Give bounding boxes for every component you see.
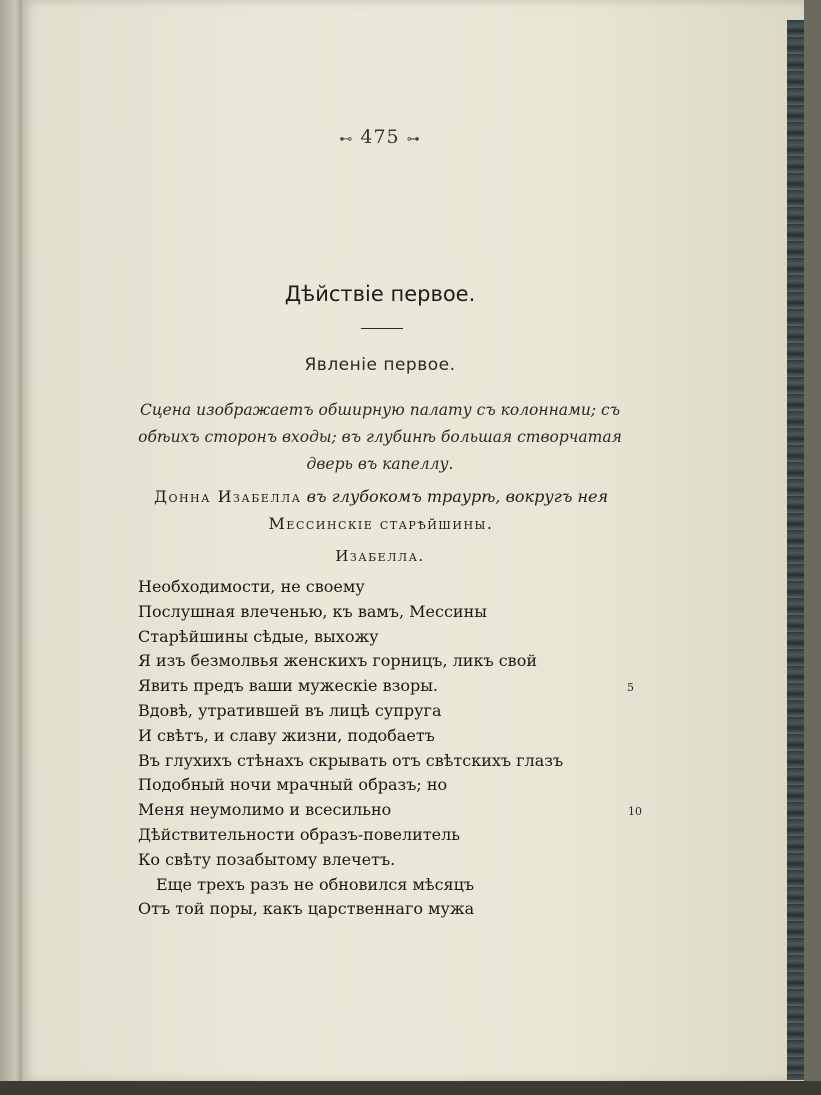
verse-line: Дѣйствительности образъ-повелитель xyxy=(138,824,461,844)
verse-block xyxy=(138,575,638,922)
act-title: Дѣйствіе первое. xyxy=(284,282,476,306)
verse-line: Въ глухихъ стѣнахъ скрывать отъ свѣтскихъ глазъ xyxy=(138,750,564,770)
cast-description: въ глубокомъ трaурѣ, вокругъ нея xyxy=(301,487,609,506)
verse-line: И свѣтъ, и славу жизни, подобаетъ xyxy=(138,725,435,745)
verse-line: Необходимости, не своему xyxy=(138,577,365,596)
page-number-value: 475 xyxy=(360,126,400,148)
cast-name-isabella: Донна Изабелла xyxy=(153,487,302,506)
book-page xyxy=(22,0,804,1082)
verse-line: Еще трехъ разъ не обновился мѣсяцъ xyxy=(156,874,475,894)
verse-line: Явить предъ ваши мужескіе взоры. xyxy=(138,676,439,696)
title-rule xyxy=(361,328,403,329)
cast-list xyxy=(130,483,632,537)
verse-line: Вдовѣ, утратившей въ лицѣ супруга xyxy=(138,700,442,720)
verse-line: Старѣйшины сѣдые, выхожу xyxy=(138,626,379,646)
verse-line: Ко свѣту позабытому влечетъ. xyxy=(138,849,396,869)
stage-direction: Сцена изображаетъ обширную палату съ колоннами; съ обѣихъ сторонъ входы; въ глубинѣ большая створчатая дверь въ капеллу. xyxy=(138,401,622,473)
speaker-name: Изабелла. xyxy=(335,547,425,565)
ornament-left-icon: ⊷ xyxy=(339,132,354,147)
ornament-right-icon: ⊶ xyxy=(406,132,421,147)
line-number-10: 10 xyxy=(628,805,642,818)
verse-line: Я изъ безмолвья женскихъ горницъ, ликъ свой xyxy=(138,651,537,671)
page-block-edge xyxy=(787,20,804,1080)
verse-line: Послушная влеченью, къ вамъ, Мессины xyxy=(138,601,487,621)
verse-line: Подобный ночи мрачный образъ; но xyxy=(138,775,448,795)
scene-title: Явленіе первое. xyxy=(304,355,456,375)
page-shadow-bottom xyxy=(0,1081,821,1095)
page-number xyxy=(22,126,738,148)
verse-line: Отъ той поры, какъ царственнаго мужа xyxy=(138,899,475,919)
verse-line: Меня неумолимо и всесильно xyxy=(138,800,392,820)
line-number-5: 5 xyxy=(627,681,634,694)
cast-name-elders: Мессинскіе старѣйшины. xyxy=(268,514,494,533)
